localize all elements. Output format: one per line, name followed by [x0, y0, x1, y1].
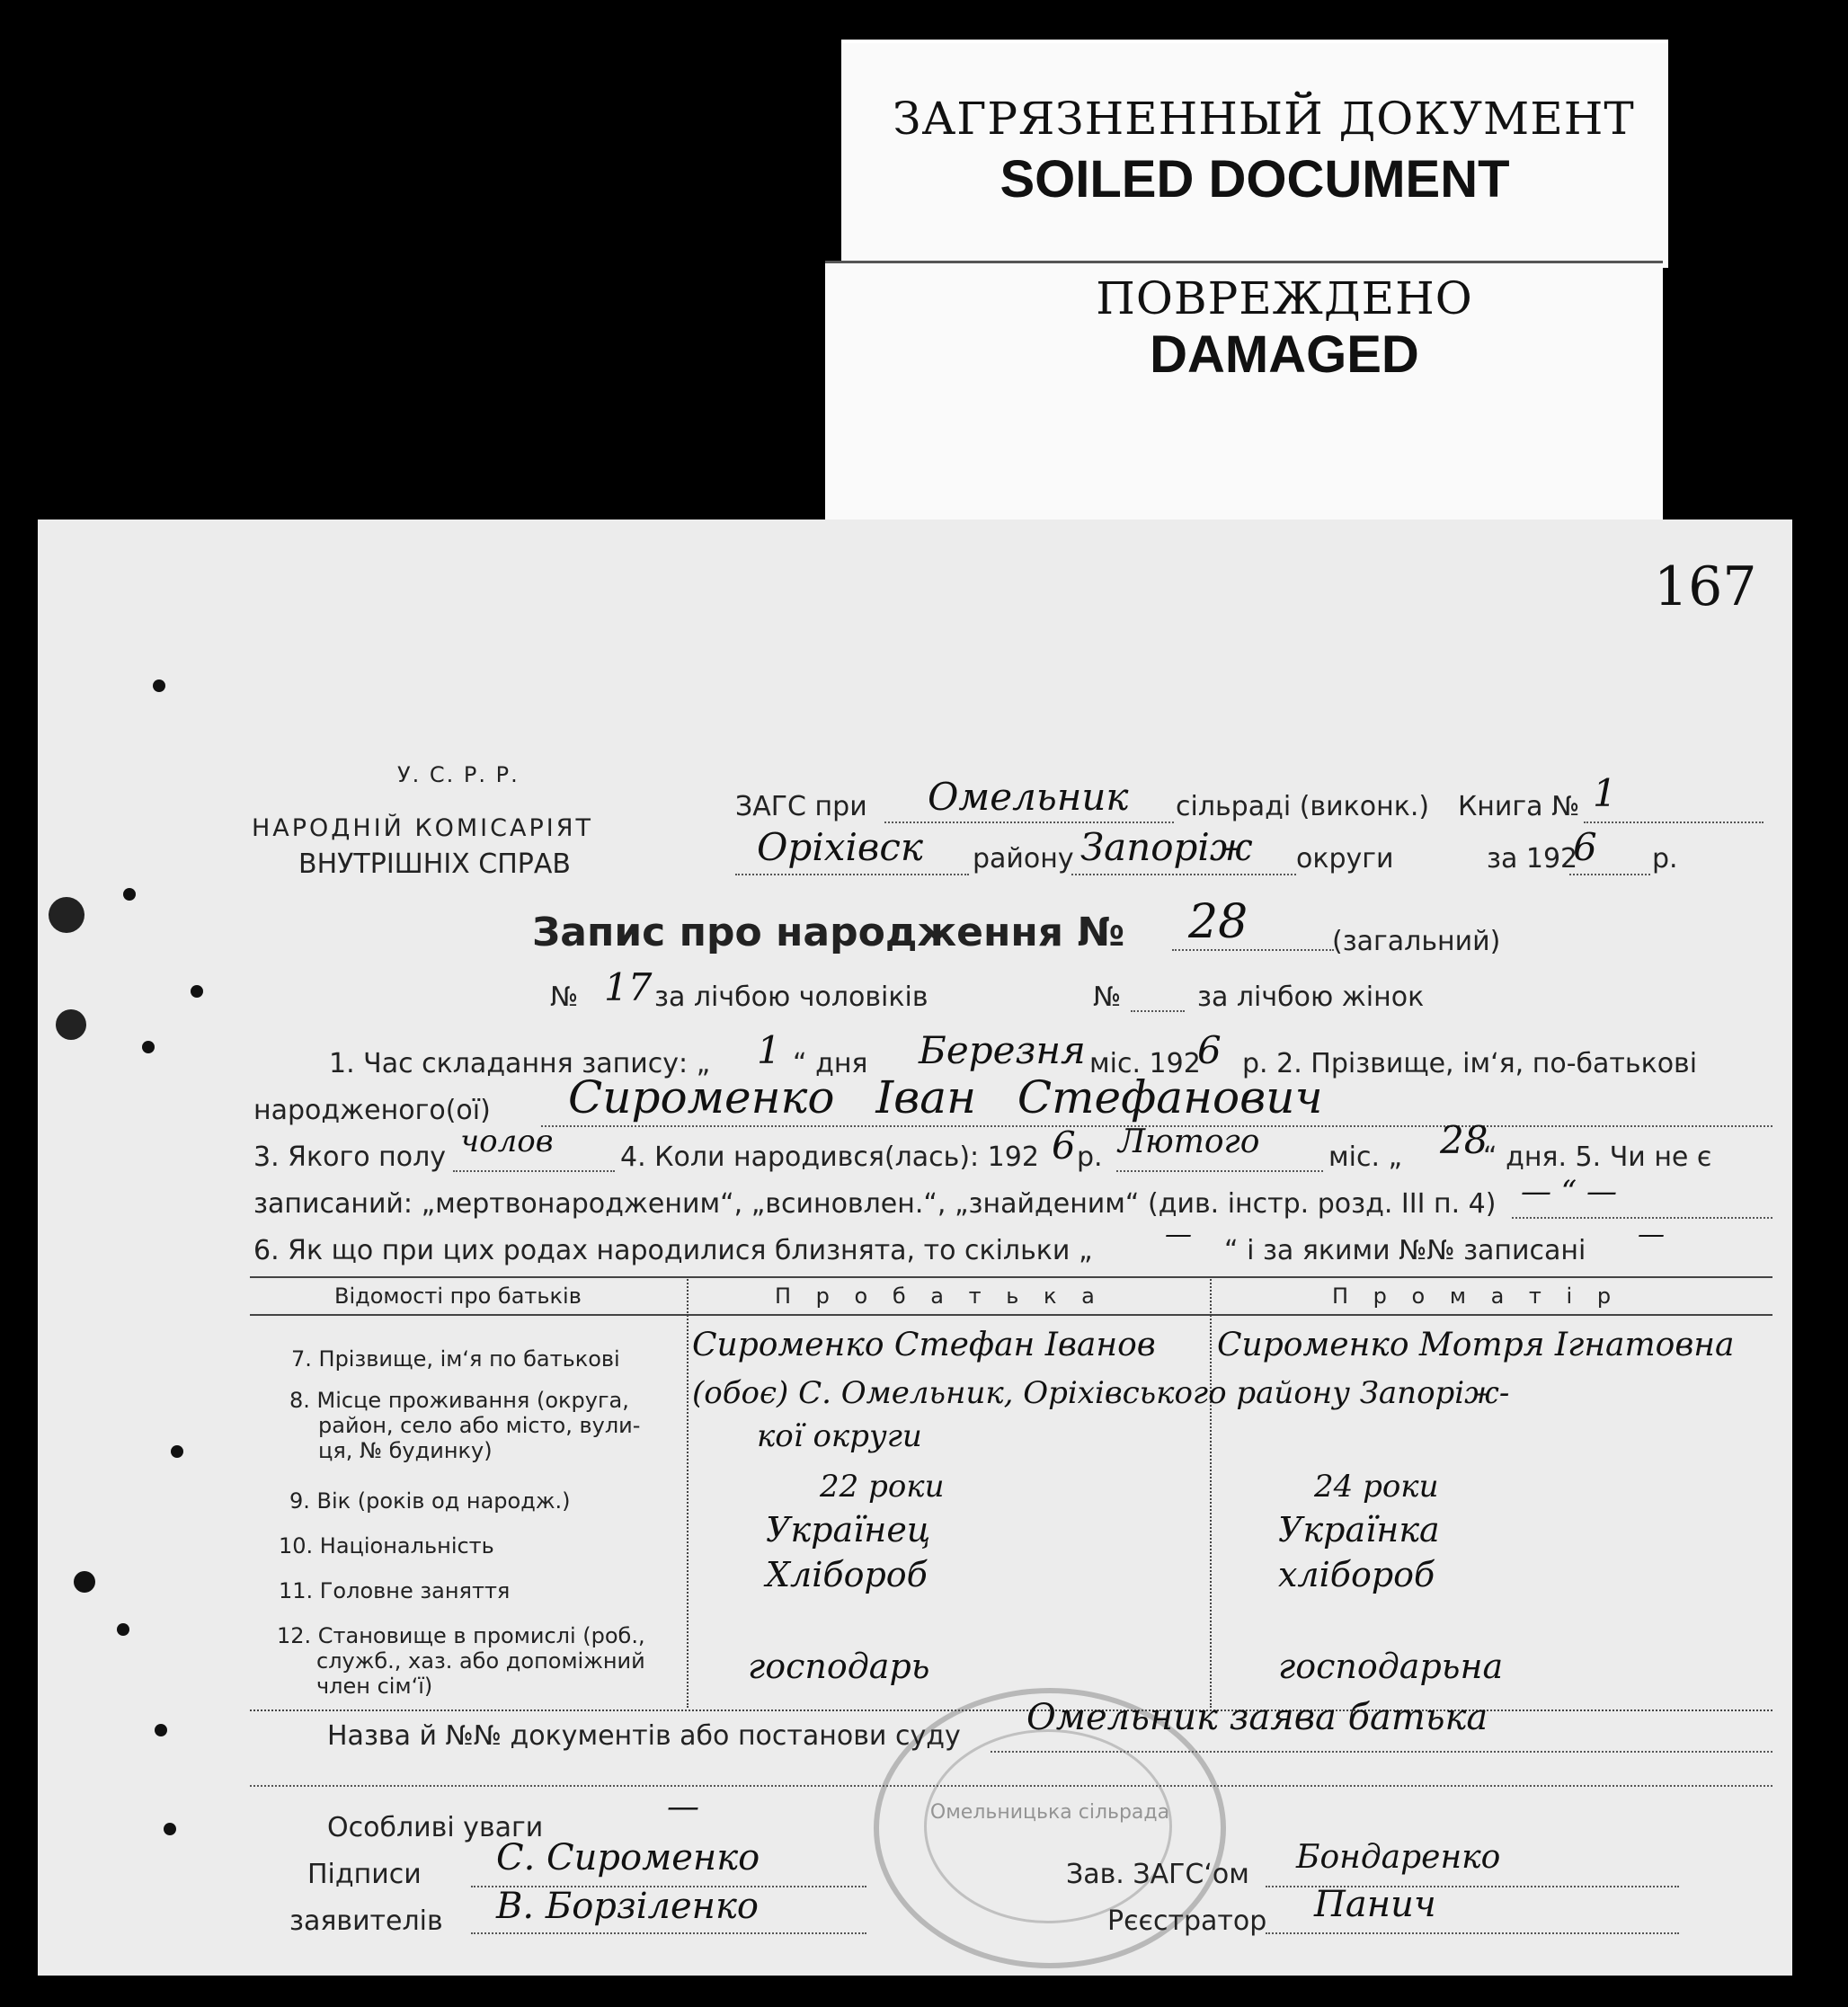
q1-day: 1 — [757, 1028, 781, 1072]
commissariat-line-1: НАРОДНІЙ КОМІСАРІЯТ — [252, 814, 593, 842]
punch-hole — [171, 1445, 183, 1458]
soiled-label-en: SOILED DOCUMENT — [1000, 150, 1510, 209]
q4-label: 4. Коли народився(лась): 192 — [620, 1141, 1039, 1173]
year-suffix: р. — [1652, 843, 1678, 875]
registrar-label: Рєєстратор — [1107, 1905, 1267, 1937]
q4-r: р. — [1077, 1141, 1103, 1173]
q4-month-dots — [1116, 1170, 1323, 1172]
female-dots — [1131, 1010, 1185, 1012]
table-header-mother: П р о м а т і р — [1332, 1283, 1621, 1309]
page-number: 167 — [1654, 555, 1757, 618]
male-number: 17 — [604, 965, 653, 1009]
q6-value-2: — — [1638, 1219, 1665, 1250]
punch-hole — [49, 897, 84, 933]
q6-value: — — [1165, 1219, 1192, 1250]
year-value: 6 — [1573, 825, 1597, 869]
district-value: Оріхівск — [757, 825, 923, 869]
punch-hole — [191, 985, 203, 998]
soiled-label-ru: ЗАГРЯЗНЕННЫЙ ДОКУМЕНТ — [893, 93, 1635, 145]
council-dots — [884, 821, 1174, 823]
damaged-label-ru: ПОВРЕЖДЕНО — [1096, 272, 1473, 324]
table-divider-2 — [1210, 1276, 1212, 1708]
q1-month: Березня — [919, 1028, 1086, 1072]
punch-hole — [142, 1041, 155, 1053]
row-10-father: Українец — [766, 1510, 931, 1550]
row-8-father: (обоє) С. Омельник, Оріхівського району Запоріж- — [692, 1375, 1510, 1411]
state-abbr: У. С. Р. Р. — [397, 762, 520, 787]
born-value: Сироменко Іван Стефанович — [568, 1071, 1323, 1123]
year-label: за 192 — [1487, 843, 1578, 875]
born-label: народженого(ої) — [253, 1095, 491, 1126]
row-7-father: Сироменко Стефан Іванов — [692, 1327, 1156, 1363]
documents-dots-2 — [250, 1785, 1772, 1787]
punch-hole — [56, 1009, 86, 1040]
row-8-label-1: 8. Місце проживання (округа, — [289, 1388, 629, 1413]
table-header-father: П р о б а т ь к а — [775, 1283, 1104, 1309]
head-signature: Бондаренко — [1296, 1839, 1501, 1876]
punch-hole — [164, 1823, 176, 1835]
commissariat-line-2: ВНУТРІШНІХ СПРАВ — [298, 848, 571, 880]
row-9-label: 9. Вік (років од народж.) — [289, 1488, 571, 1514]
punch-hole — [155, 1724, 167, 1736]
row-11-mother: хлібороб — [1278, 1555, 1435, 1594]
q3-dots — [453, 1170, 615, 1172]
q4-tail: “ дня. 5. Чи не є — [1483, 1141, 1712, 1173]
q4-mis: міс. „ — [1328, 1141, 1403, 1173]
notes-label: Особливі уваги — [327, 1812, 544, 1843]
stamp-text: Омельницька сільрада — [929, 1801, 1170, 1824]
row-12-label-2: служб., хаз. або допоміжний — [316, 1648, 645, 1674]
q1-rest: міс. 192 — [1089, 1048, 1201, 1079]
q3-label: 3. Якого полу — [253, 1141, 447, 1173]
row-10-label: 10. Національність — [279, 1533, 494, 1559]
book-dots — [1584, 821, 1764, 823]
damaged-label-en: DAMAGED — [1150, 325, 1419, 384]
birth-record-form — [38, 520, 1792, 1976]
row-12-label-1: 12. Становище в промислі (роб., — [277, 1623, 645, 1648]
district-dots — [735, 874, 969, 875]
okruha-value: Запоріж — [1080, 825, 1253, 869]
table-header-info: Відомості про батьків — [334, 1283, 582, 1309]
applicant-2-dots — [471, 1932, 866, 1934]
record-number: 28 — [1188, 895, 1248, 949]
row-11-label: 11. Головне заняття — [279, 1578, 511, 1603]
row-8-label-2: район, село або місто, вули- — [318, 1413, 641, 1438]
year-dots — [1569, 874, 1650, 875]
q4-month: Лютого — [1118, 1123, 1260, 1160]
row-8-label-3: ця, № будинку) — [318, 1438, 493, 1463]
q5-value: — “ — — [1521, 1174, 1617, 1210]
q5-text: записаний: „мертвонародженим“, „всиновлен.“, „знайденим“ (див. інстр. розд. III п. 4) — [253, 1188, 1497, 1220]
record-title: Запис про народження № — [532, 910, 1125, 955]
punch-hole — [74, 1571, 95, 1593]
village-council-value: Омельник — [928, 775, 1129, 819]
okruha-label: округи — [1296, 843, 1394, 875]
row-12-mother: господарьна — [1278, 1647, 1504, 1686]
q2-label: р. 2. Прізвище, ім‘я, по-батькові — [1242, 1048, 1698, 1079]
signatures-label-1: Підписи — [307, 1859, 422, 1890]
record-number-dots — [1172, 949, 1334, 951]
q4-day: 28 — [1440, 1118, 1488, 1162]
registrar-dots — [1266, 1932, 1679, 1934]
row-12-label-3: член сім‘ї) — [316, 1674, 433, 1699]
male-label: за лічбою чоловіків — [654, 981, 928, 1013]
book-value: 1 — [1593, 771, 1617, 815]
record-general: (загальний) — [1332, 926, 1501, 957]
notes-value: — — [667, 1789, 699, 1825]
row-9-mother: 24 роки — [1314, 1469, 1439, 1505]
row-9-father: 22 роки — [820, 1469, 945, 1505]
documents-dots — [991, 1751, 1772, 1753]
table-header-line — [250, 1314, 1772, 1316]
documents-label: Назва й №№ документів або постанови суду — [327, 1720, 961, 1752]
male-prefix: № — [550, 981, 579, 1013]
table-top-line — [250, 1276, 1772, 1278]
female-prefix: № — [1093, 981, 1122, 1013]
row-8-father-2: кої округи — [757, 1418, 922, 1454]
q4-year: 6 — [1052, 1123, 1076, 1168]
book-label: Книга № — [1458, 791, 1580, 822]
row-10-mother: Українка — [1278, 1510, 1440, 1550]
q6-tail: “ і за якими №№ записані — [1224, 1235, 1586, 1266]
applicant-1-signature: С. Сироменко — [496, 1837, 760, 1878]
signatures-label-2: заявителів — [289, 1905, 443, 1937]
q6-text: 6. Як що при цих родах народилися близнята, то скільки „ — [253, 1235, 1093, 1266]
zags-label: ЗАГС при — [735, 791, 867, 822]
district-label: району — [973, 843, 1074, 875]
row-11-father: Хлібороб — [766, 1555, 928, 1594]
q1-year: 6 — [1197, 1028, 1222, 1072]
q1-label: 1. Час складання запису: „ — [329, 1048, 711, 1079]
punch-hole — [153, 679, 165, 692]
q1-day-label: “ дня — [793, 1048, 868, 1079]
q3-value: чолов — [460, 1123, 554, 1159]
okruha-dots — [1071, 874, 1296, 875]
damaged-label — [825, 261, 1663, 529]
documents-value: Омельник заява батька — [1026, 1697, 1488, 1738]
soiled-document-label — [841, 40, 1668, 268]
punch-hole — [117, 1623, 129, 1636]
official-stamp-inner — [924, 1729, 1172, 1923]
row-12-father: господарь — [748, 1647, 930, 1686]
registrar-signature: Панич — [1314, 1884, 1436, 1925]
head-label: Зав. ЗАГС‘ом — [1066, 1859, 1249, 1890]
applicant-2-signature: В. Борзіленко — [496, 1886, 759, 1927]
row-7-label: 7. Прізвище, ім‘я по батькові — [291, 1346, 620, 1372]
village-council-label: сільраді (виконк.) — [1176, 791, 1430, 822]
punch-hole — [123, 888, 136, 901]
female-label: за лічбою жінок — [1197, 981, 1425, 1013]
table-divider-1 — [687, 1276, 689, 1708]
row-7-mother: Сироменко Мотря Ігнатовна — [1217, 1327, 1735, 1363]
